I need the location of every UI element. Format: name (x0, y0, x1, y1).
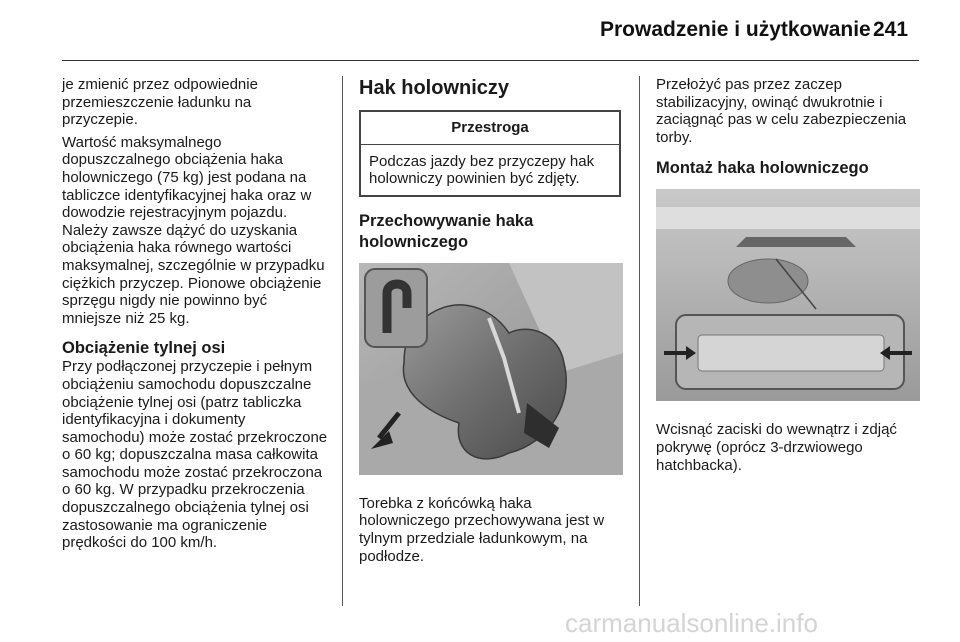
caption-mounting: Wcisnąć zaciski do wewnątrz i zdjąć pokrywę (oprócz 3-drzwiowego hatchbacka). (656, 421, 897, 474)
column-middle (359, 76, 623, 570)
page-number: 241 (873, 18, 909, 41)
column-divider-2 (639, 76, 640, 606)
running-title: Prowadzenie i użytkowanie (600, 18, 871, 41)
caption-storage: Torebka z końcówką haka holowniczego przechowywana jest w tylnym przedziale ładunkowym, na podłodze. (359, 494, 605, 565)
header-divider (62, 60, 919, 61)
bumper-cover-photo (656, 189, 920, 401)
watermark: carmanualsonline.info (565, 608, 818, 638)
heading-mounting: Montaż haka holowniczego (656, 159, 869, 178)
warning-title: Przestroga (361, 112, 619, 145)
heading-rear-axle-load: Obciążenie tylnej osi (62, 339, 226, 358)
paragraph-hitch-load: Wartość maksymalnego dopuszczalnego obciążenia haka holowniczego (75 kg) jest podana na tabliczce identyfikacyjnej haka oraz w dowodzie rejestracyjnym pojazdu. Należy zawsze dążyć do uzyskania obciążenia haka równego wartości maksymalnej, szczególnie w przypadku ciężkich przyczep. Pionowe obciążenie sprzęgu nigdy nie powinno być mniejsze niż 25 kg. (62, 133, 325, 327)
heading-tow-hitch: Hak holowniczy (359, 77, 510, 99)
tow-hitch-bag-photo (359, 263, 623, 475)
heading-storage: Przechowywanie haka holowniczego (359, 211, 534, 251)
paragraph-continued: je zmienić przez odpowiednie przemieszczenie ładunku na przyczepie. (62, 76, 258, 129)
paragraph-strap: Przełożyć pas przez zaczep stabilizacyjny, owinąć dwukrotnie i zaciągnąć pas w celu zabezpieczenia torby. (656, 76, 907, 146)
column-left (62, 76, 330, 557)
column-divider-1 (342, 76, 343, 606)
column-right (656, 76, 920, 479)
warning-box (359, 110, 621, 197)
warning-text: Podczas jazdy bez przyczepy hak holowniczy powinien być zdjęty. (369, 152, 595, 188)
paragraph-rear-axle: Przy podłączonej przyczepie i pełnym obciążeniu samochodu dopuszczalne obciążenie tylnej osi (patrz tabliczka identyfikacyjna i dokumenty samochodu) może zostać przekroczone o 60 kg; dopuszczalna masa całkowita samochodu może zostać przekroczona o 60 kg. W przypadku przekroczenia dopuszczalnego obciążenia tylnej osi zastosowanie ma ograniczenie prędkości do 100 km/h. (62, 358, 328, 552)
